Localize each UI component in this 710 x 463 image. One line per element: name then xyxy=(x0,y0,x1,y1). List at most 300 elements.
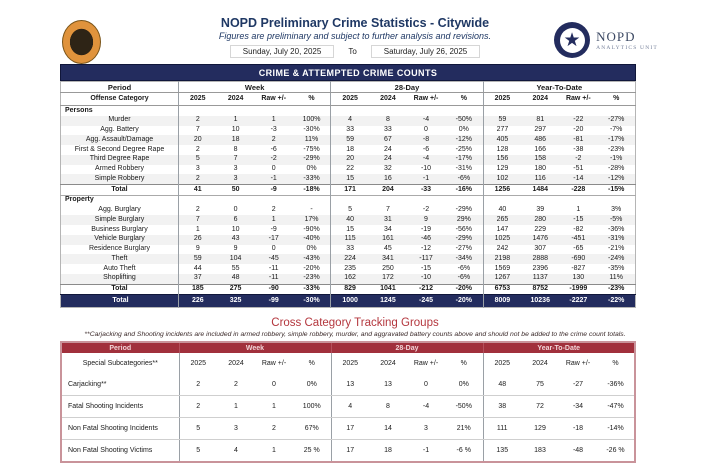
stat-cell: 129 xyxy=(483,165,521,175)
stat-cell: -8 xyxy=(407,135,445,145)
stat-cell: 0% xyxy=(306,165,317,173)
stat-cell: -36% xyxy=(608,225,625,233)
stat-cell: 156 xyxy=(483,155,521,165)
stat-cell: -24% xyxy=(597,254,635,264)
stat-cell: -31% xyxy=(455,165,472,173)
stat-cell: -29% xyxy=(293,155,331,165)
group-week: Week xyxy=(179,342,331,353)
table-row xyxy=(61,396,635,418)
stat-cell: 280 xyxy=(521,215,559,225)
group-28day: 28-Day xyxy=(331,342,483,353)
stat-cell: 341 xyxy=(369,254,407,264)
stat-cell: 1 xyxy=(179,225,217,235)
year-column-header: % xyxy=(460,360,467,368)
stat-cell: 307 xyxy=(534,245,547,253)
stat-cell: 2 xyxy=(271,206,276,214)
stat-cell: -30% xyxy=(293,295,331,308)
stat-cell: 265 xyxy=(483,215,521,225)
stat-cell: 0 xyxy=(271,245,276,253)
column-header-row xyxy=(61,353,635,374)
stat-cell: -27% xyxy=(455,245,472,253)
group-ytd: Year-To-Date xyxy=(483,342,635,353)
period-header: Period xyxy=(61,82,179,93)
stat-cell: -16% xyxy=(445,185,483,196)
stat-cell: 1 xyxy=(272,447,276,455)
stat-cell: -245 xyxy=(407,295,445,308)
stat-cell: -20 xyxy=(573,126,584,134)
stat-cell: 33 xyxy=(331,245,369,255)
stat-cell: 17% xyxy=(293,215,331,225)
stat-cell: 6 xyxy=(217,215,255,225)
year-column-header: Raw +/- xyxy=(261,360,287,368)
stat-cell: -26 % xyxy=(606,447,625,455)
stat-cell: 33 xyxy=(331,126,369,136)
stat-cell: 37 xyxy=(179,274,217,284)
stat-cell: 204 xyxy=(369,185,407,196)
stat-cell: -18 xyxy=(559,418,597,440)
table-row xyxy=(61,174,636,184)
date-to-label: To xyxy=(348,47,357,56)
report-header xyxy=(0,0,710,64)
stat-cell: -20% xyxy=(303,264,320,272)
group-28day: 28-Day xyxy=(331,82,483,93)
stat-cell: 11% xyxy=(597,274,635,284)
row-label: Residence Burglary xyxy=(88,245,151,253)
stat-cell: 162 xyxy=(331,274,369,284)
empty-cell xyxy=(255,106,293,116)
empty-cell xyxy=(445,195,483,205)
stat-cell: -4 xyxy=(407,116,445,126)
stat-cell: -81 xyxy=(559,135,597,145)
stat-cell: -6 xyxy=(270,145,277,153)
section-total-row xyxy=(61,185,636,196)
year-column-header: 2024 xyxy=(532,360,548,368)
stat-cell: 39 xyxy=(536,206,545,214)
row-label: Vehicle Burglary xyxy=(61,235,179,245)
stat-cell: 275 xyxy=(217,284,255,295)
section-header-row xyxy=(61,106,636,116)
stat-cell: 0 xyxy=(407,374,445,396)
stat-cell: 0% xyxy=(306,245,317,253)
stat-cell: -827 xyxy=(571,264,586,272)
stat-cell: 59 xyxy=(179,254,217,264)
year-column-header: Raw +/- xyxy=(565,360,591,368)
empty-cell xyxy=(483,195,521,205)
stat-cell: -2227 xyxy=(559,295,597,308)
nopd-star-seal-icon xyxy=(554,22,590,58)
stat-cell: -1 xyxy=(407,174,445,184)
row-label: Agg. Assault/Damage xyxy=(61,135,179,145)
stat-cell: 2 xyxy=(179,116,217,126)
stat-cell: 59 xyxy=(483,116,521,126)
stat-cell: 116 xyxy=(521,174,559,184)
stat-cell: 67 xyxy=(369,135,407,145)
stat-cell: 8009 xyxy=(483,295,521,308)
stat-cell: 1025 xyxy=(483,235,521,245)
year-column-header: 2025 xyxy=(179,93,217,106)
stat-cell: 55 xyxy=(231,264,240,272)
stat-cell: 0 xyxy=(424,126,428,134)
stat-cell: 43 xyxy=(217,235,255,245)
stat-cell: 405 xyxy=(483,135,521,145)
empty-cell xyxy=(369,106,407,116)
stat-cell: -25% xyxy=(455,145,472,153)
nopd-badge-icon xyxy=(62,20,101,64)
stat-cell: 224 xyxy=(331,254,369,264)
stat-cell: 297 xyxy=(534,126,547,134)
row-label: Simple Burglary xyxy=(61,215,179,225)
stat-cell: 9 xyxy=(179,245,217,255)
stat-cell: 2 xyxy=(217,374,255,396)
stat-cell: 100% xyxy=(293,396,331,418)
stat-cell: -2 xyxy=(422,206,430,214)
stat-cell: 183 xyxy=(534,447,546,455)
stat-cell: -33% xyxy=(293,284,331,295)
date-range xyxy=(140,45,570,58)
year-column-header: Raw +/- xyxy=(559,93,597,106)
stat-cell: 1245 xyxy=(369,295,407,308)
table-row xyxy=(61,374,635,396)
stat-cell: -23% xyxy=(597,284,635,295)
stat-cell: -10 xyxy=(420,165,432,173)
stat-cell: -1% xyxy=(597,155,635,165)
row-label: Auto Theft xyxy=(103,264,136,272)
stat-cell: -7% xyxy=(609,126,623,134)
stat-cell: 486 xyxy=(521,135,559,145)
stat-cell: -6% xyxy=(445,174,483,184)
table-row xyxy=(61,165,636,175)
row-label: First & Second Degree Rape xyxy=(74,145,165,153)
stat-cell: -17 xyxy=(255,235,293,245)
stat-cell: -12 xyxy=(420,245,432,253)
stat-cell: 115 xyxy=(331,235,369,245)
stat-cell: -4 xyxy=(407,396,445,418)
empty-cell xyxy=(559,106,597,116)
stat-cell: -90 xyxy=(255,284,293,295)
table-row xyxy=(61,116,636,126)
year-column-header: % xyxy=(612,360,619,368)
stat-cell: 325 xyxy=(217,295,255,308)
table-row xyxy=(61,145,636,155)
date-from: Sunday, July 20, 2025 xyxy=(230,45,335,58)
stat-cell: 1256 xyxy=(483,185,521,196)
empty-cell xyxy=(597,195,635,205)
stat-cell: -36% xyxy=(597,374,635,396)
row-label: Non Fatal Shooting Victims xyxy=(68,447,153,455)
year-column-header: % xyxy=(293,93,331,106)
stat-cell: 161 xyxy=(369,235,407,245)
empty-cell xyxy=(217,106,255,116)
stat-cell: 7 xyxy=(217,155,255,165)
stat-cell: 111 xyxy=(483,418,521,440)
table-row xyxy=(61,215,636,225)
stat-cell: 1 xyxy=(217,116,255,126)
stat-cell: -50% xyxy=(445,116,483,126)
table-row xyxy=(61,254,636,264)
table-row xyxy=(61,206,636,216)
main-table-section xyxy=(60,64,636,308)
row-label: Simple Robbery xyxy=(61,174,179,184)
empty-cell xyxy=(521,106,559,116)
stat-cell: 48 xyxy=(483,374,521,396)
stat-cell: 59 xyxy=(331,135,369,145)
row-label: Total xyxy=(61,284,179,295)
stat-cell: 8 xyxy=(369,396,407,418)
stat-cell: 7 xyxy=(179,215,217,225)
stat-cell: 14 xyxy=(369,418,407,440)
stat-cell: 67% xyxy=(293,418,331,440)
stat-cell: 158 xyxy=(521,155,559,165)
stat-cell: -23% xyxy=(293,274,331,284)
stat-cell: 9 xyxy=(233,245,238,253)
logo-text-analytics-unit: ANALYTICS UNIT xyxy=(596,45,658,51)
empty-cell xyxy=(293,195,331,205)
stat-cell: -12% xyxy=(445,135,483,145)
stat-cell: -34% xyxy=(445,254,483,264)
table-row xyxy=(61,126,636,136)
stat-cell: -82 xyxy=(573,225,584,233)
stat-cell: -51 xyxy=(573,165,584,173)
stat-cell: 1 xyxy=(255,396,293,418)
empty-cell xyxy=(255,195,293,205)
stat-cell: 4 xyxy=(234,447,238,455)
row-label: Armed Robbery xyxy=(94,165,145,173)
stat-cell: -690 xyxy=(559,254,597,264)
empty-cell xyxy=(179,106,217,116)
stat-cell: 10 xyxy=(231,126,240,134)
stat-cell: 2 xyxy=(179,374,217,396)
stat-cell: -15% xyxy=(597,185,635,196)
row-label: Carjacking** xyxy=(61,374,179,396)
stat-cell: -451 xyxy=(559,235,597,245)
stat-cell: 147 xyxy=(483,225,521,235)
stat-cell: 185 xyxy=(179,284,217,295)
stat-cell: -17% xyxy=(597,135,635,145)
stat-cell: 250 xyxy=(382,264,394,272)
stat-cell: 13 xyxy=(369,374,407,396)
stat-cell: 8 xyxy=(369,116,407,126)
stat-cell: - xyxy=(310,206,313,214)
row-label: Agg. Battery xyxy=(100,126,139,134)
stat-cell: -33 xyxy=(407,185,445,196)
table-row xyxy=(61,235,636,245)
stat-cell: 102 xyxy=(483,174,521,184)
stat-cell: 235 xyxy=(331,264,369,274)
stat-cell: -27% xyxy=(597,116,635,126)
empty-cell xyxy=(483,106,521,116)
stat-cell: -117 xyxy=(407,254,445,264)
logo-text-nopd: NOPD xyxy=(596,29,636,44)
stat-cell: 15 xyxy=(331,225,369,235)
stat-cell: 0% xyxy=(445,374,483,396)
year-column-header: 2024 xyxy=(217,93,255,106)
stat-cell: 2198 xyxy=(483,254,521,264)
stat-cell: 1000 xyxy=(331,295,369,308)
stat-cell: 20 xyxy=(179,135,217,145)
year-column-header: % xyxy=(445,93,483,106)
stat-cell: 26 xyxy=(179,235,217,245)
header-center xyxy=(140,16,570,58)
stat-cell: -1 xyxy=(422,447,430,455)
group-week: Week xyxy=(179,82,331,93)
stat-cell: 34 xyxy=(384,225,392,233)
stat-cell: -90% xyxy=(303,225,320,233)
stat-cell: -14% xyxy=(597,418,635,440)
section-label: Property xyxy=(61,195,179,205)
stat-cell: -56% xyxy=(455,225,472,233)
stat-cell: -6% xyxy=(457,264,471,272)
stat-cell: -45 xyxy=(255,254,293,264)
stat-cell: 3 xyxy=(179,165,217,175)
section-header-row xyxy=(61,195,636,205)
stat-cell: 3 xyxy=(217,174,255,184)
stat-cell: 2 xyxy=(255,418,293,440)
star-icon: ★ xyxy=(563,29,581,51)
stat-cell: 0% xyxy=(458,126,469,134)
stat-cell: -43% xyxy=(293,254,331,264)
stat-cell: -20% xyxy=(445,295,483,308)
stat-cell: 4 xyxy=(331,116,369,126)
stat-cell: 31 xyxy=(369,215,407,225)
stat-cell: 1484 xyxy=(521,185,559,196)
stat-cell: 10236 xyxy=(521,295,559,308)
stat-cell: 41 xyxy=(179,185,217,196)
stat-cell: 9 xyxy=(407,215,445,225)
stat-cell: 24 xyxy=(369,155,407,165)
year-column-header: 2025 xyxy=(179,353,217,374)
stat-cell: 7 xyxy=(385,206,390,214)
stat-cell: 172 xyxy=(369,274,407,284)
stat-cell: -34 xyxy=(559,396,597,418)
stat-cell: 17 xyxy=(331,440,369,463)
stat-cell: -27 xyxy=(559,374,597,396)
stat-cell: -12% xyxy=(597,174,635,184)
stat-cell: 21% xyxy=(445,418,483,440)
table-row xyxy=(61,155,636,165)
stat-cell: 6753 xyxy=(483,284,521,295)
column-header-row xyxy=(61,93,636,106)
stat-cell: -6% xyxy=(445,274,483,284)
table-row xyxy=(61,225,636,235)
stat-cell: 3 xyxy=(407,418,445,440)
table-row xyxy=(61,274,636,284)
stat-cell: 48 xyxy=(217,274,255,284)
stat-cell: 5 xyxy=(179,155,217,165)
stat-cell: 129 xyxy=(521,418,559,440)
stat-cell: -6 xyxy=(422,145,430,153)
stat-cell: 229 xyxy=(534,225,547,233)
stat-cell: 3 xyxy=(217,418,255,440)
stat-cell: 8752 xyxy=(521,284,559,295)
stat-cell: -46 xyxy=(407,235,445,245)
stat-cell: 226 xyxy=(179,295,217,308)
stat-cell: -212 xyxy=(407,284,445,295)
stat-cell: 1267 xyxy=(483,274,521,284)
stat-cell: -14 xyxy=(559,174,597,184)
stat-cell: -22% xyxy=(597,295,635,308)
table-row xyxy=(61,418,635,440)
stat-cell: 5 xyxy=(179,440,217,463)
empty-cell xyxy=(217,195,255,205)
year-column-header: % xyxy=(597,93,635,106)
stat-cell: 40 xyxy=(483,206,521,216)
stat-cell: -28% xyxy=(608,165,625,173)
stat-cell: 18 xyxy=(384,447,392,455)
stat-cell: 33 xyxy=(384,126,392,134)
section-total-row xyxy=(61,284,636,295)
stat-cell: 15 xyxy=(331,174,369,184)
group-header-row xyxy=(61,82,636,93)
row-label: Non Fatal Shooting Incidents xyxy=(61,418,179,440)
group-header-row xyxy=(61,342,635,353)
row-label: Third Degree Rape xyxy=(61,155,179,165)
stat-cell: 3% xyxy=(611,206,622,214)
empty-cell xyxy=(559,195,597,205)
stat-cell: 10 xyxy=(231,225,240,233)
stat-cell: 1 xyxy=(576,206,581,214)
stat-cell: 2 xyxy=(179,206,217,216)
stat-cell: 1 xyxy=(255,215,293,225)
crime-counts-table xyxy=(60,81,636,308)
offense-category-header: Offense Category xyxy=(61,93,179,106)
stat-cell: 2 xyxy=(179,145,217,155)
stat-cell: 100% xyxy=(293,116,331,126)
stat-cell: -6 % xyxy=(456,447,471,455)
cross-category-title: Cross Category Tracking Groups xyxy=(271,317,439,330)
stat-cell: 40 xyxy=(331,215,369,225)
stat-cell: -15 xyxy=(559,215,597,225)
year-column-header: Raw +/- xyxy=(407,93,445,106)
year-column-header: % xyxy=(308,360,315,368)
stat-cell: -75% xyxy=(303,145,320,153)
stat-cell: 2 xyxy=(255,135,293,145)
stat-cell: 13 xyxy=(331,374,369,396)
stat-cell: -65 xyxy=(573,245,584,253)
year-column-header: 2024 xyxy=(228,360,244,368)
stat-cell: 16 xyxy=(369,174,407,184)
stat-cell: 0 xyxy=(255,374,293,396)
group-ytd: Year-To-Date xyxy=(483,82,635,93)
stat-cell: 22 xyxy=(331,165,369,175)
stat-cell: 2 xyxy=(179,174,217,184)
stat-cell: -15 xyxy=(420,264,432,272)
row-label: Shoplifting xyxy=(61,274,179,284)
stat-cell: 277 xyxy=(483,126,521,136)
stat-cell: -29% xyxy=(445,235,483,245)
stat-cell: 829 xyxy=(331,284,369,295)
stat-cell: 3 xyxy=(233,165,238,173)
stat-cell: -99 xyxy=(255,295,293,308)
empty-cell xyxy=(369,195,407,205)
stat-cell: 29% xyxy=(445,215,483,225)
stat-cell: 1476 xyxy=(521,235,559,245)
stat-cell: 166 xyxy=(534,145,547,153)
cross-category-note: **Carjacking and Shooting incidents are included in armed robbery, simple robbery, murder, and aggravated battery counts above and should not be added to the crime count totals. xyxy=(84,331,626,339)
stat-cell: -228 xyxy=(559,185,597,196)
year-column-header: 2024 xyxy=(521,93,559,106)
stat-cell: 18 xyxy=(331,145,369,155)
stat-cell: -23% xyxy=(608,145,625,153)
stat-cell: 38 xyxy=(483,396,521,418)
stat-cell: 32 xyxy=(384,165,392,173)
stat-cell: -9 xyxy=(270,225,277,233)
analytics-unit-logo xyxy=(554,22,658,58)
stat-cell: -9 xyxy=(255,185,293,196)
stat-cell: 25 % xyxy=(303,447,320,455)
stat-cell: -29% xyxy=(455,206,472,214)
stat-cell: -21% xyxy=(608,245,625,253)
stat-cell: 171 xyxy=(331,185,369,196)
